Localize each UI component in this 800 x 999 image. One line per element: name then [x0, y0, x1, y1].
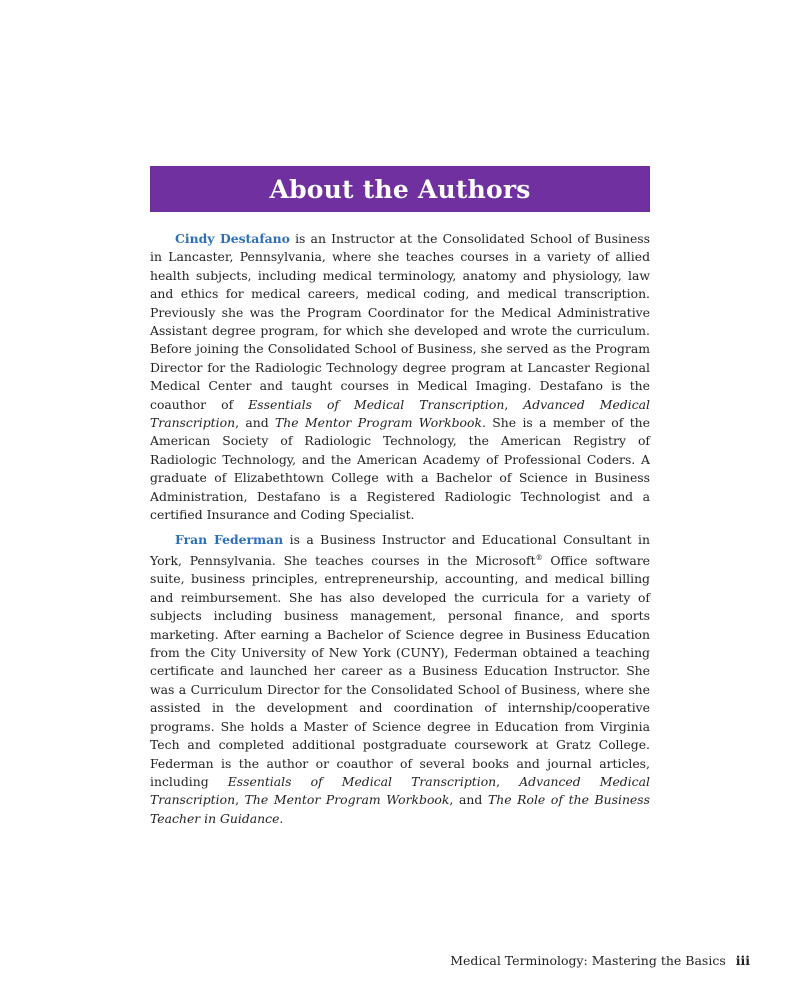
- bio-segment: ,: [235, 792, 245, 808]
- section-header-bar: [150, 166, 650, 212]
- bio-segment: , and: [449, 792, 488, 808]
- page-title: About the Authors: [269, 174, 531, 204]
- book-title-italic: The Mentor Program Workbook.: [275, 415, 486, 431]
- registered-mark: ®: [535, 553, 543, 562]
- author-bio: [150, 230, 650, 525]
- bio-segment: ,: [496, 773, 520, 789]
- book-title-italic: Essentials of Medical Transcription: [227, 773, 497, 789]
- bio-segment: is an Instructor at the Consolidated School of Business in Lancaster, Pennsylvania, where she teaches courses in a variety of allied health subjects, including medical terminology, anatomy and physiology, law and ethics for medical careers, medical coding, and medical transcription. Previously she was the Program Coordinator for the Medical Administrative Assistant degree program, for which she developed and wrote the curriculum. Before joining the Consolidated School of Business, she served as the Program Director for the Radiologic Technology degree program at Lancaster Regional Medical Center and taught courses in Medical Imaging. Destafano is the coauthor of: [150, 231, 650, 412]
- page-number: iii: [735, 953, 750, 968]
- author-bio-text: [150, 532, 650, 826]
- authors-content: [150, 230, 650, 834]
- running-footer-title: Medical Terminology: Mastering the Basics: [450, 953, 726, 968]
- bio-segment: She is a member of the American Society of Radiologic Technology, the American Registry of Radiologic Technology, and the American Academy of Professional Coders. A graduate of Elizabethtown College with a Bachelor of Science in Business Administration, Destafano is a Registered Radiologic Technologist and a certified Insurance and Coding Specialist.: [150, 415, 650, 523]
- book-title-italic: Advanced Medical Transcription: [150, 396, 650, 431]
- bio-segment: is a Business Instructor and Educational Consultant in York, Pennsylvania. She teaches courses in the Microsoft: [150, 531, 650, 569]
- book-title-italic: Advanced Medical Transcription: [150, 773, 650, 808]
- author-name: Cindy Destafano: [175, 231, 290, 246]
- author-name: Fran Federman: [175, 531, 284, 547]
- bio-segment: , and: [235, 415, 276, 431]
- bio-segment: ,: [504, 396, 524, 412]
- page-footer: [450, 953, 750, 968]
- author-bio: [150, 531, 650, 829]
- bio-segment: Office software suite, business principles, entrepreneurship, accounting, and medical billing and reimbursement. She has also developed the curricula for a variety of subjects including business management, personal finance, and sports marketing. After earning a Bachelor of Science degree in Business Education from the City University of New York (CUNY), Federman obtained a teaching certificate and launched her career as a Business Education Instructor. She was a Curriculum Director for the Consolidated School of Business, where she assisted in the development and coordination of internship/cooperative programs. She holds a Master of Science degree in Education from Virginia Tech and completed additional postgraduate coursework at Gratz College. Federman is the author or coauthor of several books and journal articles, including: [150, 553, 650, 789]
- book-title-italic: Essentials of Medical Transcription: [248, 396, 505, 412]
- book-title-italic: The Mentor Program Workbook: [244, 792, 450, 808]
- book-title-italic: The Role of the Business Teacher in Guidance.: [150, 792, 650, 826]
- author-bio-text: [150, 231, 650, 522]
